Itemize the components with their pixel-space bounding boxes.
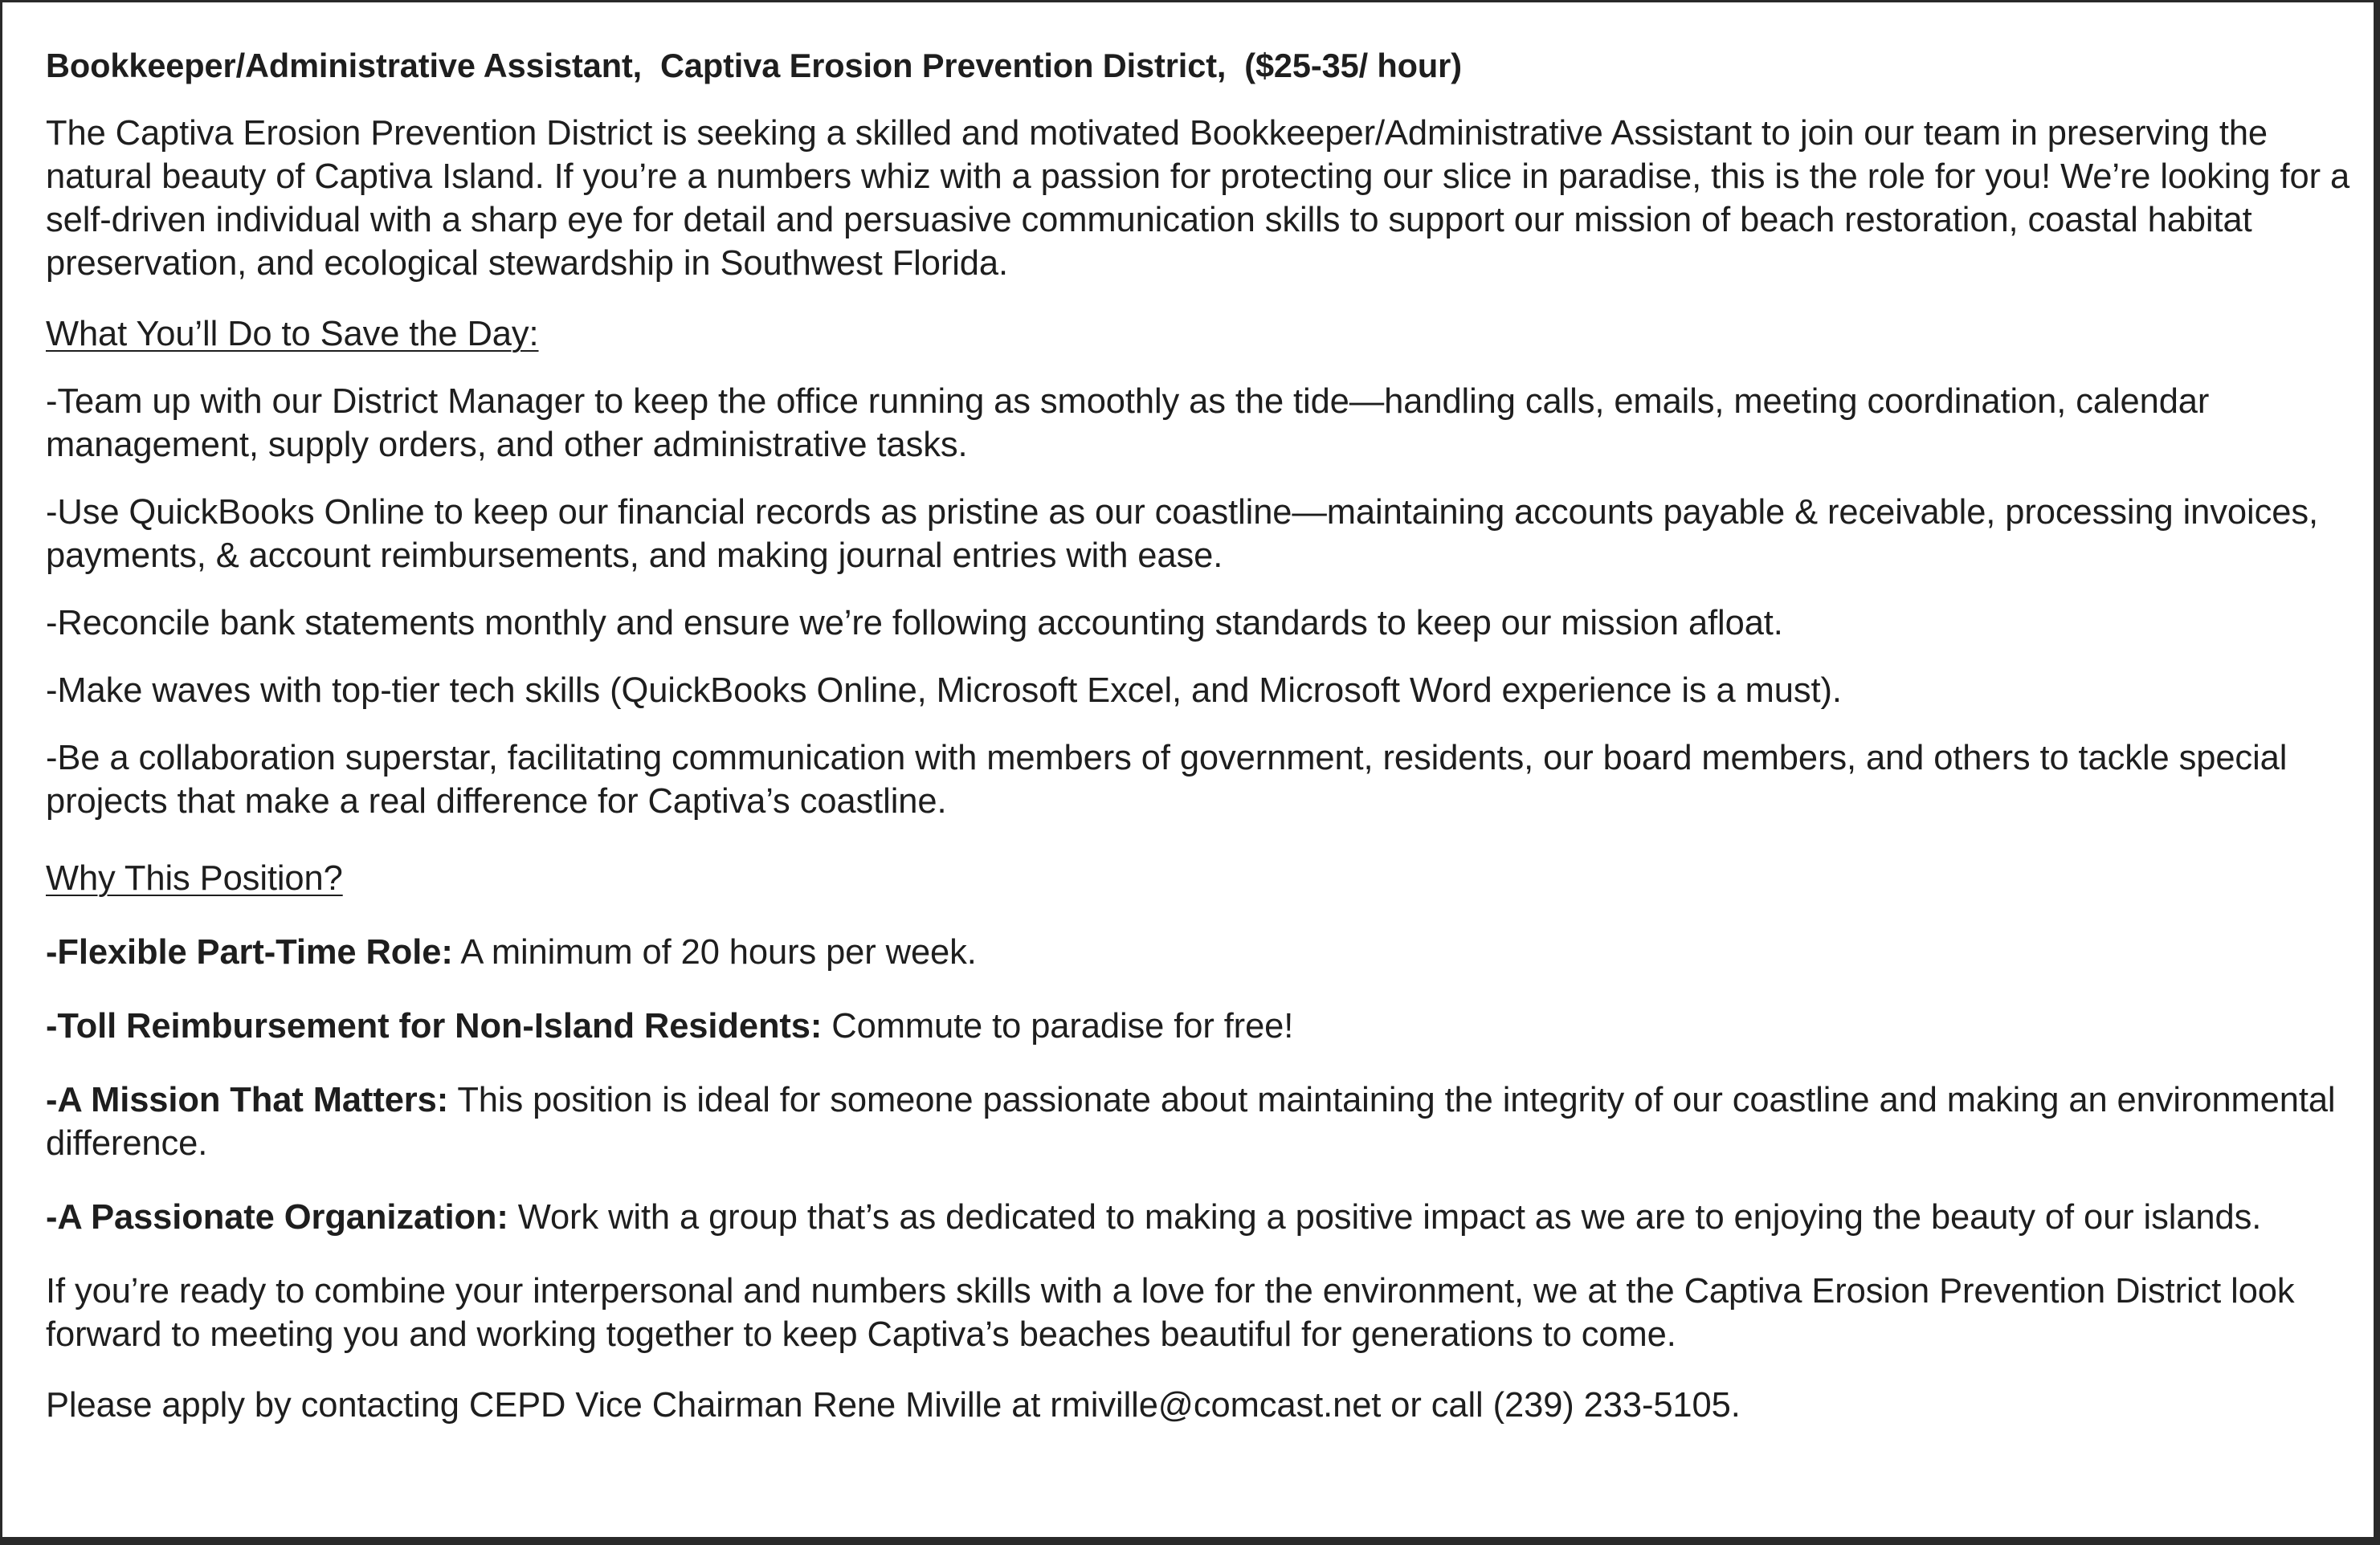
duty-item: -Reconcile bank statements monthly and ensure we’re following accounting standards to keep our mission afloat.	[46, 604, 1783, 642]
benefit-label: -A Passionate Organization:	[46, 1198, 508, 1237]
duties-heading: What You’ll Do to Save the Day:	[46, 315, 539, 353]
duty-item: -Be a collaboration superstar, facilitating communication with members of government, residents, our board members, and others to tackle special projects that make a real difference for Captiva’s coastline.	[46, 739, 2288, 821]
job-ad-content	[46, 44, 2359, 1427]
apply-line	[46, 1384, 2359, 1427]
benefit-item	[46, 1078, 2359, 1165]
benefit-label: -A Mission That Matters:	[46, 1081, 449, 1119]
duty-item: -Team up with our District Manager to keep the office running as smoothly as the tide—handling calls, emails, meeting coordination, calendar management, supply orders, and other administrative tasks.	[46, 382, 2210, 464]
benefit-item	[46, 931, 2359, 974]
closing-paragraph: If you’re ready to combine your interpersonal and numbers skills with a love for the environment, we at the Captiva Erosion Prevention District look forward to meeting you and working together to keep Captiva’s beaches beautiful for generations to come.	[46, 1272, 2295, 1354]
intro-paragraph: The Captiva Erosion Prevention District is seeking a skilled and motivated Bookkeeper/Administrative Assistant to join our team in preserving the natural beauty of Captiva Island. If you’re a numbers whiz with a passion for protecting our slice in paradise, this is the role for you! We’re looking for a self-driven individual with a sharp eye for detail and persuasive communication skills to support our mission of beach restoration, coastal habitat preservation, and ecological stewardship in Southwest Florida.	[46, 114, 2350, 283]
job-pay: ($25-35/ hour)	[1244, 47, 1462, 84]
job-title	[46, 44, 2359, 88]
benefit-text: This position is ideal for someone passionate about maintaining the integrity of our coastline and making an environmental difference.	[46, 1081, 2336, 1163]
apply-prefix: Please apply by contacting CEPD Vice Chairman Rene Miville at	[46, 1386, 1041, 1425]
benefit-text: Work with a group that’s as dedicated to making a positive impact as we are to enjoying the beauty of our islands.	[517, 1198, 2262, 1237]
benefit-item	[46, 1005, 2359, 1048]
benefit-text: Commute to paradise for free!	[831, 1007, 1294, 1046]
contact-phone[interactable]: (239) 233-5105.	[1492, 1386, 1741, 1425]
duty-item: -Use QuickBooks Online to keep our financial records as pristine as our coastline—maintaining accounts payable & receivable, processing invoices, payments, & account reimbursements, and making journal entries with ease.	[46, 493, 2318, 575]
contact-email[interactable]: rmiville@comcast.net	[1050, 1386, 1382, 1425]
benefits-heading: Why This Position?	[46, 859, 343, 898]
job-organization: Captiva Erosion Prevention District,	[659, 47, 1227, 84]
benefit-text: A minimum of 20 hours per week.	[460, 933, 977, 972]
benefit-label: -Toll Reimbursement for Non-Island Residents:	[46, 1007, 823, 1046]
benefit-label: -Flexible Part-Time Role:	[46, 933, 453, 972]
duty-item: -Make waves with top-tier tech skills (QuickBooks Online, Microsoft Excel, and Microsoft Word experience is a must).	[46, 671, 1842, 710]
apply-middle: or call	[1390, 1386, 1484, 1425]
job-position: Bookkeeper/Administrative Assistant,	[46, 47, 643, 84]
benefit-item	[46, 1196, 2359, 1239]
